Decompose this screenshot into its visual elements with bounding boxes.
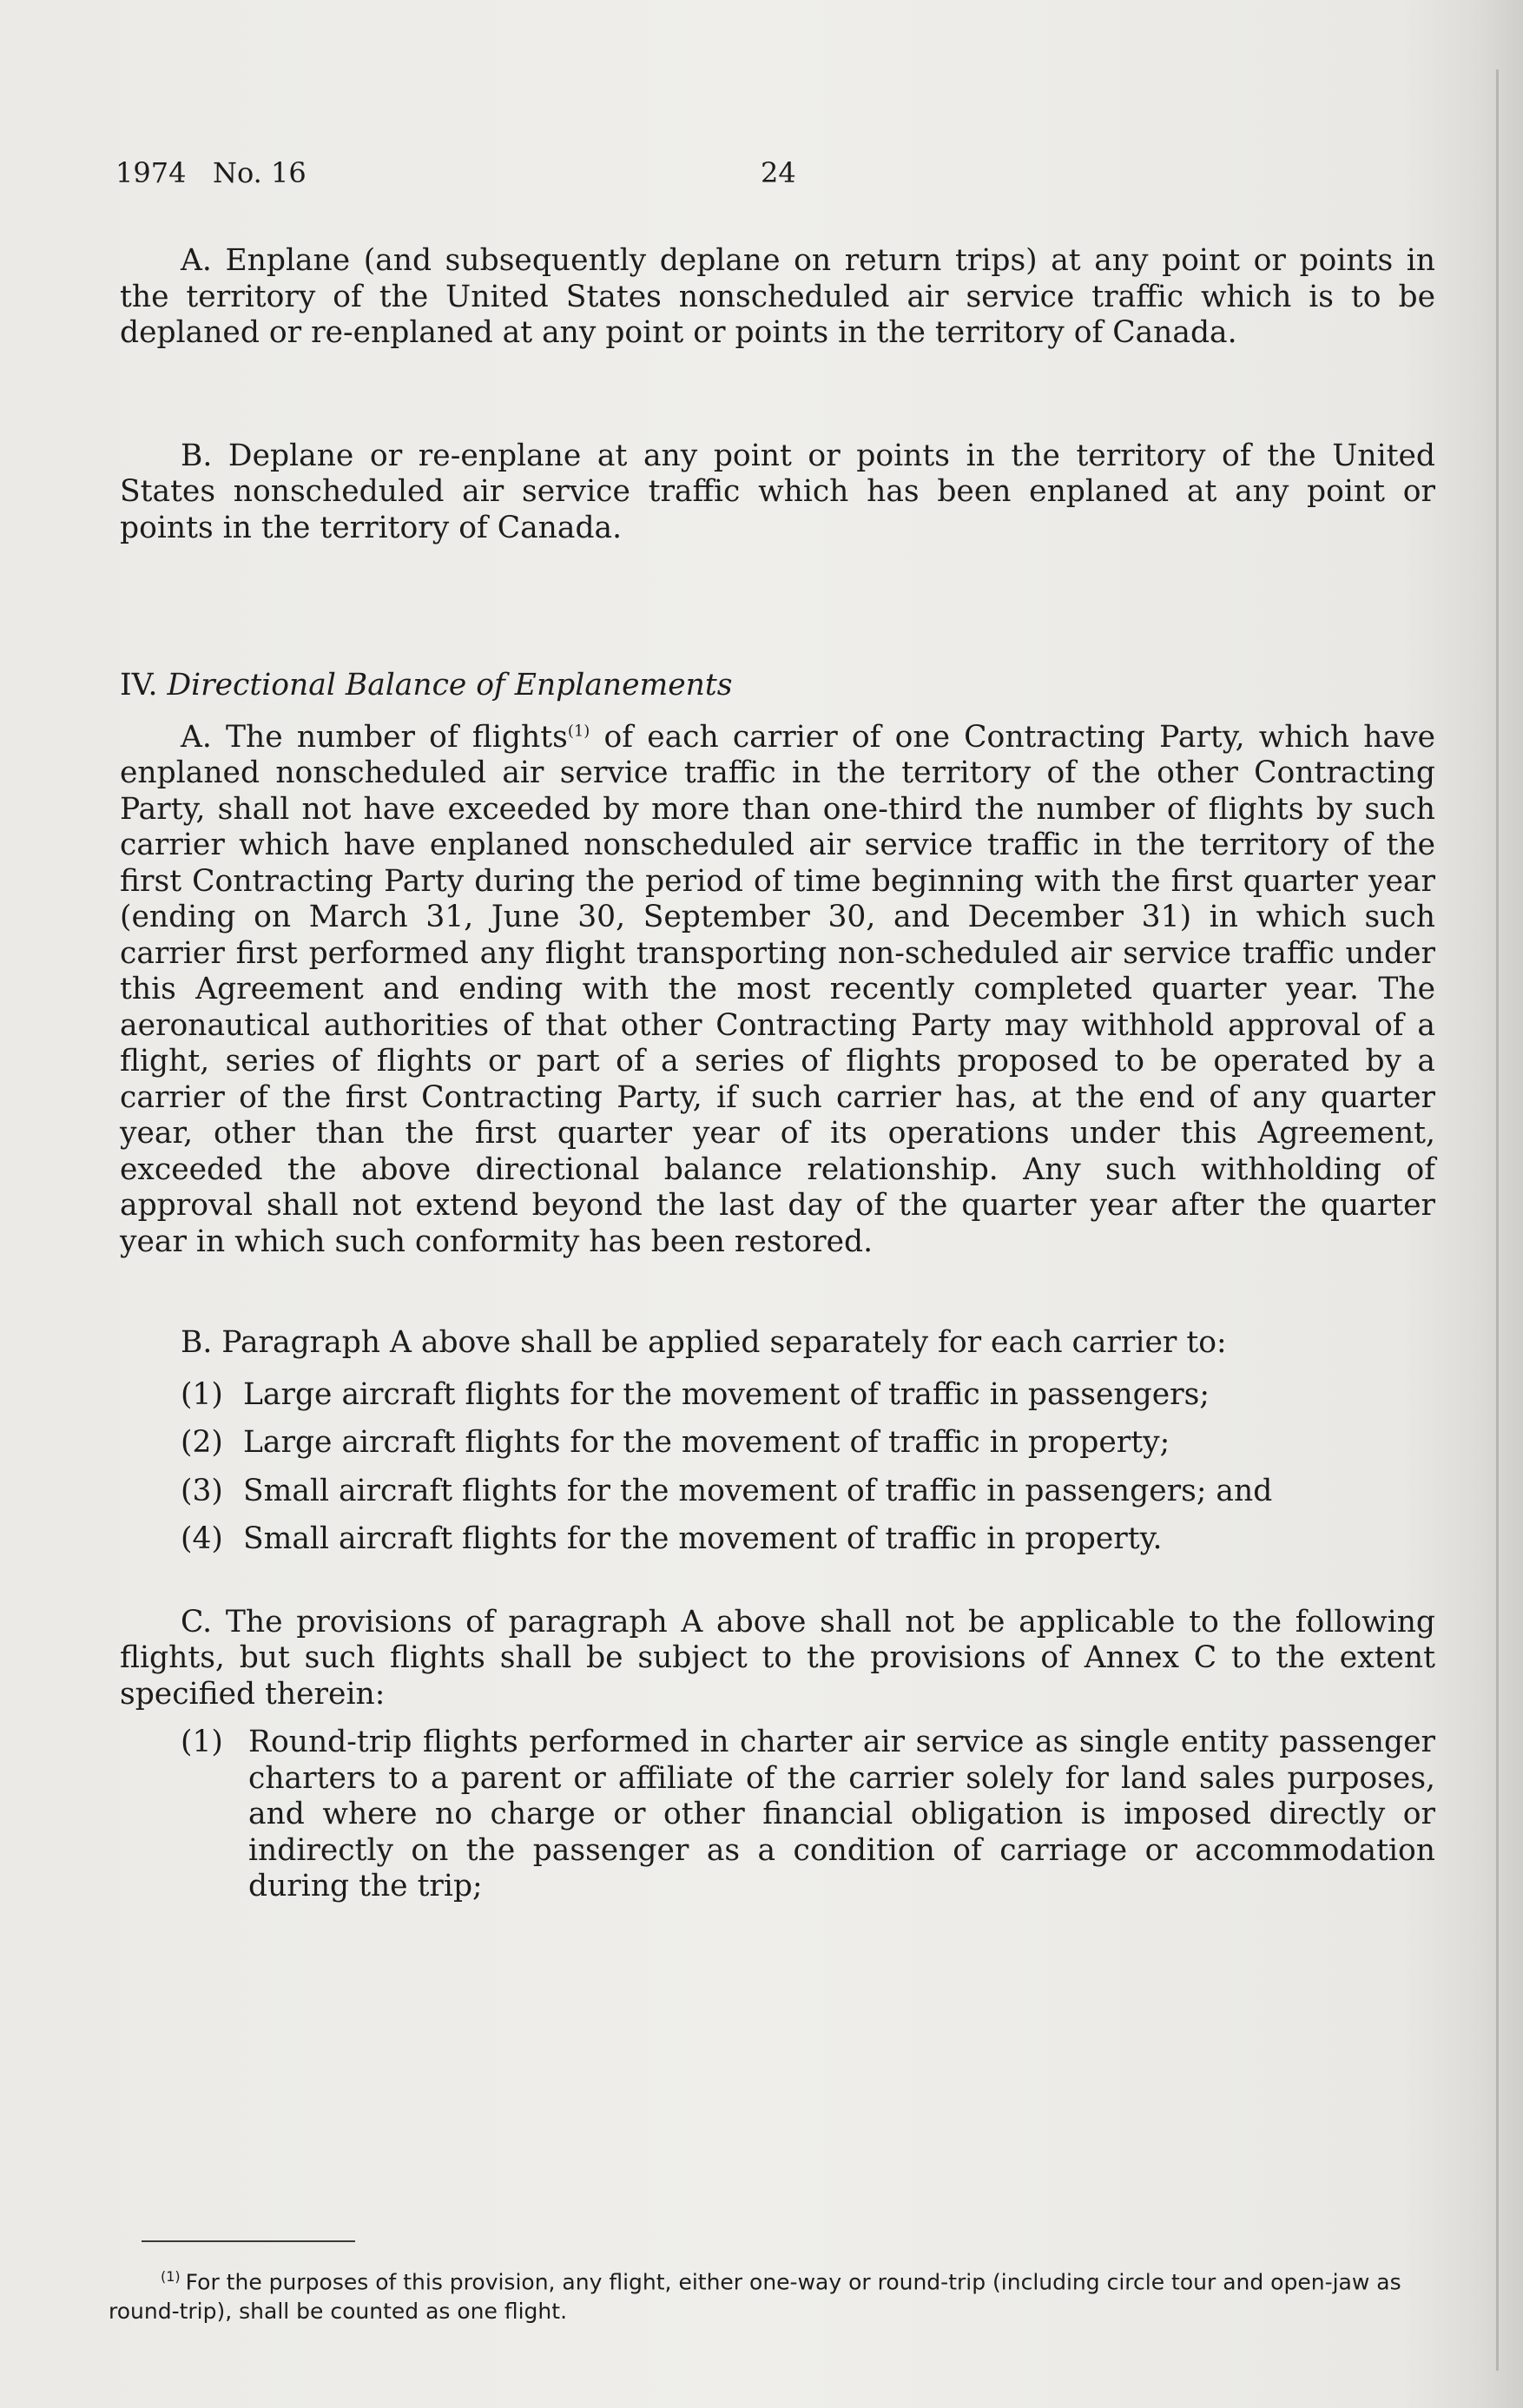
- list-number: (1): [181, 1725, 223, 1759]
- section-heading: [120, 668, 1435, 704]
- document-reference: 1974 No. 16: [115, 156, 307, 189]
- paragraph-iv-a-rest: of each carrier of one Contracting Party, which have enplaned nonscheduled air service traffic in the territory of the other Contracting Party, shall not have exceeded by more than one-third the number of flights by such carrier which have enplaned nonscheduled air service traffic in the territory of the first Contracting Party during the period of time beginning with the first quarter year (ending on March 31, June 30, September 30, and December 31) in which such carrier first performed any flight transporting non-scheduled air service traffic under this Agreement and ending with the most recently completed quarter year. The aeronautical authorities of that other Contracting Party may withhold approval of a flight, series of flights or part of a series of flights proposed to be operated by a carrier of the first Contracting Party, if such carrier has, at the end of any quarter year, other than the first quarter year of its operations under this Agreement, exceeded the above directional balance relationship. Any such withholding of approval shall not extend beyond the last day of the quarter year after the quarter year in which such conformity has been restored.: [120, 719, 1435, 1259]
- paragraph-b-deplane: B. Deplane or re-enplane at any point or points in the territory of the United States nonscheduled air service traffic which has been enplaned at any point or points in the territory of Canada.: [120, 438, 1435, 545]
- list-number: (2): [181, 1425, 223, 1460]
- list-text: Large aircraft flights for the movement of traffic in passengers;: [243, 1376, 1210, 1412]
- section-title: Directional Balance of Enplanements: [167, 668, 733, 703]
- paragraph-iv-a: [120, 720, 1435, 1261]
- paragraph-iv-b: B. Paragraph A above shall be applied separately for each carrier to:: [181, 1325, 1227, 1360]
- footnote-text: For the purposes of this provision, any flight, either one-way or round-trip (including circle tour and open-jaw as round-trip), shall be counted as one flight.: [109, 2269, 1401, 2325]
- list-item: [181, 1725, 1435, 1905]
- footnote-marker: (1): [161, 2268, 181, 2285]
- footnote-divider: [142, 2240, 355, 2242]
- footnote-reference: (1): [567, 722, 590, 740]
- footnote: [109, 2262, 1437, 2326]
- list-item: [181, 1425, 1435, 1461]
- list-item: [181, 1474, 1435, 1510]
- list-number: (1): [181, 1376, 223, 1412]
- document-body: [120, 243, 1435, 1905]
- list-text: Large aircraft flights for the movement of traffic in property;: [243, 1425, 1170, 1460]
- list-item: [181, 1377, 1435, 1414]
- paragraph-a-enplane: A. Enplane (and subsequently deplane on return trips) at any point or points in the territory of the United States nonscheduled air service traffic which is to be deplaned or re-enplaned at any point or points in the territory of Canada.: [120, 243, 1435, 350]
- list-text: Small aircraft flights for the movement of traffic in passengers; and: [243, 1473, 1273, 1508]
- paragraph-iv-c: C. The provisions of paragraph A above shall not be applicable to the following flights, but such flights shall be subject to the provisions of Annex C to the extent specified therein:: [120, 1604, 1435, 1712]
- list-text: Round-trip flights performed in charter air service as single entity passenger charters to a parent or affiliate of the carrier solely for land sales purposes, and where no charge or other financial obligation is imposed directly or indirectly on the passenger as a condition of carriage or accommodation during the trip;: [248, 1725, 1435, 1903]
- page-number: 24: [761, 156, 796, 189]
- paragraph-iv-a-start: A. The number of flights: [181, 719, 568, 755]
- list-text: Small aircraft flights for the movement of traffic in property.: [243, 1521, 1163, 1556]
- page-edge-shadow: [1496, 69, 1499, 2371]
- list-number: (3): [181, 1473, 223, 1508]
- list-number: (4): [181, 1521, 223, 1556]
- section-number: IV.: [120, 668, 158, 703]
- list-item: [181, 1521, 1435, 1558]
